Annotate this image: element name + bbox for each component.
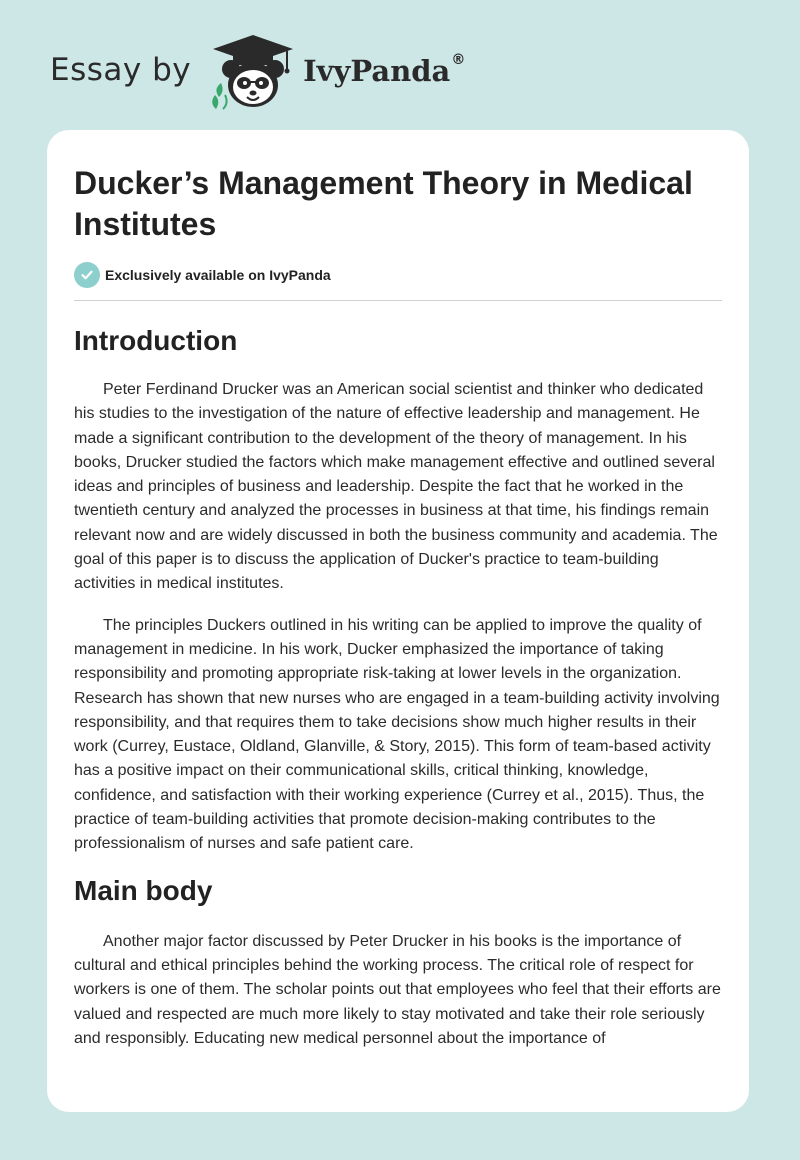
check-circle-icon [74, 262, 100, 288]
paragraph-main-1: Another major factor discussed by Peter Drucker in his books is the importance of cultural and ethical principles behind the working process. The critical role of respect for workers is one of them. The scholar points out that employees who feel that their efforts are valued and respected are much more likely to stay motivated and take their role seriously and responsibly. Educating new medical personnel about the importance of [74, 932, 721, 1047]
essay-by-label: Essay by [50, 52, 192, 88]
section-heading-introduction: Introduction [74, 325, 238, 356]
registered-mark: ® [451, 52, 466, 68]
exclusive-badge [74, 262, 722, 288]
panda-graduate-logo-icon [207, 33, 299, 111]
exclusive-label: Exclusively available on IvyPanda [105, 267, 331, 283]
ivypanda-wordmark: IvyPanda [303, 54, 451, 88]
paragraph-intro-1: Peter Ferdinand Drucker was an American social scientist and thinker who dedicated his studies to the investigation of the nature of effective leadership and management. He made a significant contribution to the development of the theory of management. In his books, Drucker studied the factors which make management effective and outlined several ideas and principles of business and leadership. Despite the fact that he worked in the twentieth century and analyzed the processes in business at that time, his findings remain relevant now and are widely discussed in both the business community and academia. The goal of this paper is to discuss the application of Ducker's practice to team-building activities in medical institutes. [74, 381, 718, 593]
section-heading-main-body: Main body [74, 874, 213, 906]
divider [74, 300, 722, 301]
site-header-brand[interactable] [50, 32, 465, 112]
essay-card [47, 130, 749, 1112]
paragraph-intro-2: The principles Duckers outlined in his writing can be applied to improve the quality of management in medicine. In his work, Ducker emphasized the importance of taking responsibility and promoting appropriate risk-taking at lower levels in the organization. Research has shown that new nurses who are engaged in a team-building activity involving responsibility, and that requires them to take decisions show much higher results in their work (Currey, Eustace, Oldland, Glanville, & Story, 2015). This form of team-based activity has a positive impact on their communicational skills, critical thinking, knowledge, confidence, and satisfaction with their working experience (Currey et al., 2015). Thus, the practice of team-building activities that promote decision-making contributes to the professionalism of nurses and safe patient care. [74, 616, 720, 853]
essay-title: Ducker’s Management Theory in Medical Institutes [74, 165, 693, 242]
